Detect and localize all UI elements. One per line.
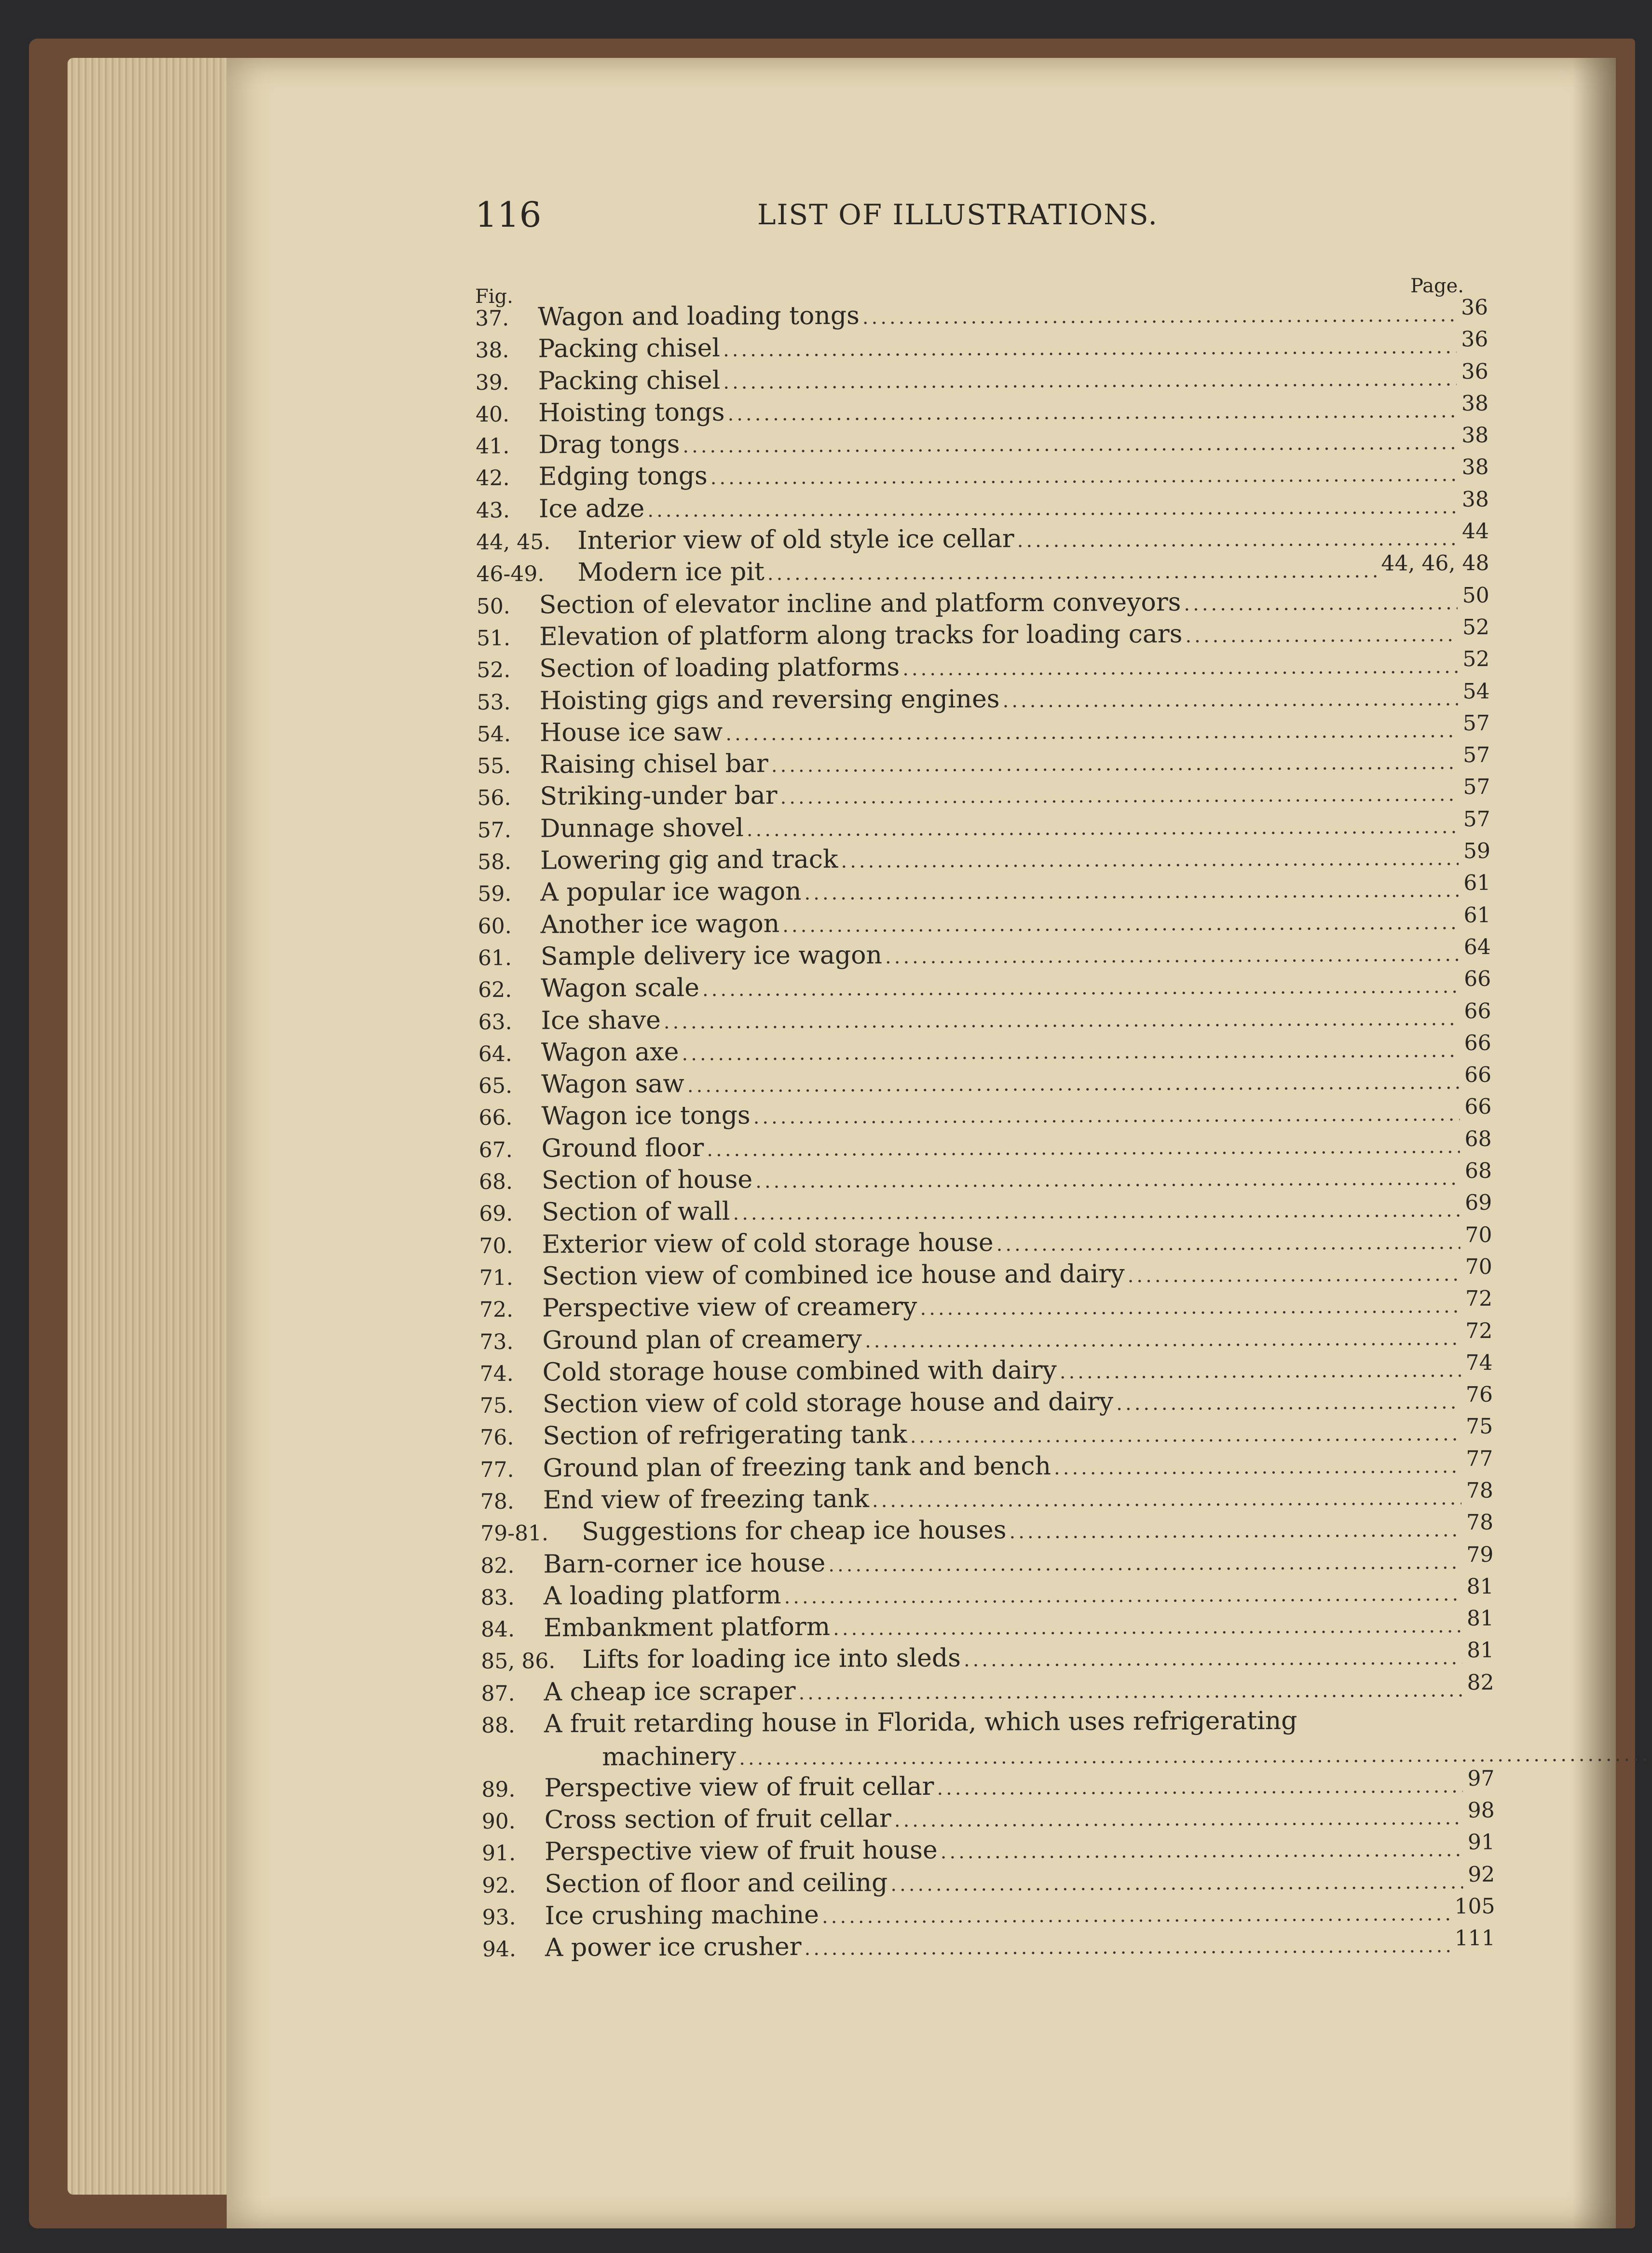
figure-number: 69. bbox=[479, 1201, 513, 1227]
illustration-title: Wagon and loading tongs bbox=[538, 301, 860, 332]
figure-number: 43. bbox=[476, 498, 510, 523]
dot-leader bbox=[910, 1418, 1461, 1452]
dot-leader bbox=[723, 331, 1457, 366]
list-item bbox=[476, 614, 1490, 653]
dot-leader bbox=[725, 715, 1458, 750]
figure-number: 61. bbox=[478, 945, 512, 970]
dot-leader bbox=[767, 555, 1379, 590]
page-header bbox=[475, 188, 1199, 241]
illustration-title: Barn-corner ice house bbox=[543, 1548, 826, 1579]
illustration-title: Perspective view of fruit cellar bbox=[544, 1772, 934, 1803]
list-item bbox=[480, 1448, 1493, 1485]
page-reference: 36 bbox=[1461, 327, 1488, 352]
list-item bbox=[482, 1864, 1495, 1900]
page-reference: 38 bbox=[1461, 423, 1489, 448]
list-item bbox=[479, 1320, 1492, 1356]
page-reference: 77 bbox=[1466, 1446, 1493, 1471]
illustration-title: Ice adze bbox=[538, 494, 645, 524]
list-item bbox=[478, 904, 1490, 941]
fig-column-label: Fig. bbox=[475, 286, 513, 308]
page-number: 116 bbox=[475, 194, 542, 235]
illustration-title: Wagon axe bbox=[541, 1038, 679, 1067]
illustration-title: Lowering gig and track bbox=[540, 845, 838, 875]
dot-leader bbox=[707, 1131, 1460, 1166]
indent-spacer bbox=[544, 1765, 602, 1766]
illustration-title: Perspective view of fruit house bbox=[544, 1836, 938, 1867]
page-reference: 79 bbox=[1466, 1542, 1494, 1567]
illustration-title: Section of floor and ceiling bbox=[545, 1868, 888, 1898]
list-item bbox=[477, 649, 1489, 685]
dot-leader bbox=[996, 1227, 1460, 1260]
dot-leader bbox=[1054, 1450, 1461, 1484]
page-reference: 75 bbox=[1466, 1414, 1493, 1439]
list-item bbox=[476, 425, 1488, 461]
figure-number: 88. bbox=[481, 1713, 515, 1738]
page-reference: 66 bbox=[1464, 1094, 1492, 1120]
list-item bbox=[481, 1608, 1494, 1644]
list-item bbox=[481, 1704, 1495, 1773]
page-reference: 70 bbox=[1465, 1222, 1492, 1247]
figure-number: 51. bbox=[476, 626, 511, 651]
illustration-title: Dunnage shovel bbox=[540, 813, 744, 844]
dot-leader bbox=[687, 1066, 1460, 1102]
dot-leader bbox=[833, 1610, 1462, 1645]
page-reference: 66 bbox=[1464, 967, 1491, 992]
page-reference: 68 bbox=[1464, 1126, 1492, 1151]
dot-leader bbox=[683, 427, 1457, 462]
illustration-title: Interior view of old style ice cellar bbox=[577, 524, 1014, 556]
dot-leader bbox=[964, 1642, 1462, 1677]
illustration-title: A cheap ice scraper bbox=[544, 1676, 796, 1707]
illustration-title: Hoisting tongs bbox=[538, 397, 725, 428]
figure-number: 63. bbox=[478, 1010, 512, 1035]
page-reference: 72 bbox=[1465, 1286, 1493, 1311]
dot-leader bbox=[804, 874, 1459, 909]
figure-number: 56. bbox=[477, 786, 511, 811]
figure-number: 55. bbox=[477, 753, 511, 779]
dot-leader bbox=[755, 1162, 1460, 1197]
list-item bbox=[478, 1158, 1492, 1197]
figure-number: 40. bbox=[475, 402, 510, 427]
page-reference: 57 bbox=[1463, 742, 1490, 768]
illustration-title: Striking-under bar bbox=[540, 781, 778, 811]
illustration-title: Cross section of fruit cellar bbox=[544, 1804, 891, 1835]
dot-leader bbox=[753, 1099, 1460, 1133]
list-item bbox=[478, 1126, 1492, 1165]
page-reference: 91 bbox=[1467, 1830, 1495, 1855]
dot-leader bbox=[941, 1834, 1463, 1868]
figure-number: 64. bbox=[478, 1041, 512, 1066]
illustration-title: Section of house bbox=[541, 1165, 753, 1195]
illustration-title: Ice shave bbox=[541, 1005, 661, 1035]
illustration-title: Suggestions for cheap ice houses bbox=[582, 1516, 1007, 1547]
figure-number: 54. bbox=[477, 722, 511, 747]
figure-number: 65. bbox=[478, 1073, 513, 1099]
list-item bbox=[478, 1030, 1491, 1069]
figure-number: 50. bbox=[476, 594, 510, 619]
list-item bbox=[478, 1000, 1491, 1037]
page-reference: 69 bbox=[1465, 1190, 1492, 1215]
page-reference: 38 bbox=[1461, 455, 1489, 480]
figure-number: 72. bbox=[479, 1297, 514, 1323]
list-item bbox=[482, 1832, 1495, 1868]
page-reference: 78 bbox=[1466, 1478, 1493, 1503]
figure-number: 84. bbox=[480, 1617, 515, 1642]
page-reference: 66 bbox=[1464, 998, 1491, 1024]
illustration-title: Lifts for loading ice into sleds bbox=[582, 1644, 961, 1675]
illustration-title: Another ice wagon bbox=[540, 909, 780, 940]
figure-number: 38. bbox=[475, 338, 509, 363]
list-item bbox=[476, 489, 1489, 525]
list-item bbox=[478, 1096, 1491, 1133]
dot-leader bbox=[894, 1802, 1463, 1836]
illustration-title: Modern ice pit bbox=[577, 557, 765, 587]
illustration-title: Wagon ice tongs bbox=[541, 1101, 751, 1131]
illustration-title: Wagon scale bbox=[541, 973, 700, 1003]
page-reference: 52 bbox=[1462, 647, 1490, 672]
illustration-title: Ground floor bbox=[541, 1133, 704, 1163]
list-item bbox=[479, 1256, 1492, 1293]
figure-number: 68. bbox=[478, 1169, 513, 1194]
list-item bbox=[482, 1800, 1495, 1836]
page-reference: 82 bbox=[1467, 1670, 1494, 1695]
illustration-title: Section view of cold storage house and dairy bbox=[542, 1387, 1114, 1419]
illustration-title: Cold storage house combined with dairy bbox=[542, 1355, 1057, 1387]
dot-leader bbox=[784, 1578, 1461, 1613]
page-reference: 76 bbox=[1465, 1382, 1493, 1407]
list-item bbox=[478, 1062, 1492, 1101]
illustration-title: Ground plan of creamery bbox=[542, 1324, 862, 1355]
dot-leader bbox=[872, 1482, 1461, 1516]
list-item bbox=[475, 329, 1488, 365]
page-reference: 61 bbox=[1463, 871, 1491, 896]
illustration-title: Ice crushing machine bbox=[545, 1900, 819, 1931]
illustration-title: Embankment platform bbox=[543, 1612, 831, 1643]
figure-number: 42. bbox=[476, 466, 510, 491]
list-item bbox=[480, 1384, 1493, 1420]
figure-number: 93. bbox=[482, 1905, 516, 1930]
page-reference: 97 bbox=[1467, 1766, 1495, 1791]
dot-leader bbox=[885, 939, 1459, 973]
list-item bbox=[477, 681, 1489, 717]
page-reference: 72 bbox=[1465, 1318, 1493, 1343]
list-item bbox=[479, 1224, 1492, 1260]
list-item bbox=[476, 553, 1489, 589]
page-gutter bbox=[1572, 58, 1616, 2228]
illustration-title: Raising chisel bar bbox=[540, 749, 768, 779]
list-item bbox=[480, 1352, 1493, 1389]
dot-leader bbox=[710, 459, 1457, 494]
page-reference: 57 bbox=[1463, 775, 1490, 800]
page-reference: 74 bbox=[1465, 1350, 1493, 1375]
figure-number: 90. bbox=[481, 1809, 516, 1834]
entry-first-line bbox=[481, 1704, 1494, 1742]
page-column-label: Page. bbox=[1410, 275, 1464, 297]
figure-number: 85, 86. bbox=[481, 1649, 556, 1674]
illustration-title: Packing chisel bbox=[538, 366, 721, 396]
page-reference: 52 bbox=[1462, 614, 1490, 640]
dot-leader bbox=[747, 811, 1459, 846]
dot-leader bbox=[1116, 1386, 1461, 1420]
illustration-title: Section of loading platforms bbox=[539, 653, 900, 683]
page-reference: 92 bbox=[1468, 1862, 1495, 1887]
running-title: LIST OF ILLUSTRATIONS. bbox=[757, 198, 1158, 231]
figure-number: 91. bbox=[481, 1841, 516, 1866]
illustration-title: Section of elevator incline and platform conveyors bbox=[539, 587, 1181, 620]
page-reference: 59 bbox=[1463, 838, 1491, 864]
illustration-title: Packing chisel bbox=[538, 334, 721, 364]
figure-number: 77. bbox=[480, 1457, 514, 1482]
illustration-title: Exterior view of cold storage house bbox=[542, 1228, 994, 1259]
illustration-title: A power ice crusher bbox=[545, 1932, 802, 1963]
dot-leader bbox=[782, 907, 1459, 942]
figure-number: 82. bbox=[480, 1553, 515, 1578]
page-reference: 44, 46, 48 bbox=[1381, 551, 1489, 576]
list-item bbox=[481, 1576, 1494, 1612]
list-item bbox=[482, 1925, 1495, 1964]
figure-number: 94. bbox=[482, 1937, 517, 1962]
list-item bbox=[476, 361, 1488, 397]
dot-leader bbox=[733, 1194, 1460, 1229]
figure-number: 87. bbox=[481, 1681, 515, 1706]
list-item bbox=[480, 1512, 1493, 1548]
list-item bbox=[476, 521, 1489, 557]
list-item bbox=[480, 1416, 1493, 1452]
page-reference: 36 bbox=[1461, 295, 1488, 320]
dot-leader bbox=[647, 491, 1457, 526]
page-reference: 36 bbox=[1461, 359, 1488, 384]
list-item bbox=[477, 838, 1491, 877]
list-item bbox=[482, 1896, 1495, 1932]
figure-number: 71. bbox=[479, 1265, 513, 1290]
figure-number: 52. bbox=[477, 657, 511, 683]
figure-number: 73. bbox=[479, 1329, 514, 1354]
figure-number: 46-49. bbox=[476, 561, 545, 587]
illustration-title: Drag tongs bbox=[538, 430, 680, 460]
list-item bbox=[477, 777, 1490, 813]
dot-leader bbox=[798, 1674, 1462, 1709]
list-item bbox=[476, 393, 1488, 429]
illustration-title: Hoisting gigs and reversing engines bbox=[539, 684, 1000, 715]
figure-number: 62. bbox=[478, 977, 512, 1003]
figure-number: 57. bbox=[477, 818, 511, 843]
list-item bbox=[481, 1768, 1494, 1804]
page-reference: 64 bbox=[1463, 934, 1491, 960]
illustration-title: Edging tongs bbox=[538, 462, 708, 492]
list-item bbox=[478, 873, 1490, 909]
figure-number: 67. bbox=[478, 1137, 513, 1162]
dot-leader bbox=[890, 1866, 1463, 1900]
figure-number: 83. bbox=[480, 1585, 515, 1610]
figure-number: 66. bbox=[478, 1106, 513, 1131]
dot-leader bbox=[937, 1770, 1462, 1804]
list-item bbox=[479, 1192, 1492, 1229]
figure-number: 70. bbox=[479, 1233, 513, 1258]
page-reference: 66 bbox=[1464, 1030, 1491, 1055]
dot-leader bbox=[822, 1898, 1452, 1933]
list-item bbox=[476, 457, 1488, 493]
dot-leader bbox=[828, 1546, 1461, 1581]
page-reference: 81 bbox=[1466, 1574, 1494, 1599]
page-reference: 61 bbox=[1463, 902, 1491, 928]
figure-number: 39. bbox=[475, 370, 509, 395]
illustration-title: Wagon saw bbox=[541, 1069, 684, 1099]
figure-number: 37. bbox=[475, 306, 509, 331]
page-reference: 54 bbox=[1462, 679, 1490, 704]
page-reference: 78 bbox=[1466, 1510, 1494, 1535]
figure-number: 79-81. bbox=[480, 1521, 549, 1546]
dot-leader bbox=[723, 363, 1457, 398]
illustration-title: Sample delivery ice wagon bbox=[540, 941, 883, 971]
page-reference: 98 bbox=[1467, 1798, 1495, 1823]
page-reference: 50 bbox=[1462, 583, 1489, 608]
illustration-title: Perspective view of creamery bbox=[542, 1292, 917, 1323]
figure-number: 76. bbox=[480, 1425, 514, 1450]
page-reference: 57 bbox=[1462, 710, 1490, 736]
page-reference: 66 bbox=[1464, 1062, 1492, 1088]
list-item bbox=[477, 585, 1489, 621]
dot-leader bbox=[682, 1035, 1460, 1070]
page-reference: 111 bbox=[1454, 1925, 1495, 1951]
figure-number: 44, 45. bbox=[476, 530, 551, 555]
illustration-title: A fruit retarding house in Florida, which uses refrigerating bbox=[544, 1706, 1297, 1739]
illustration-list bbox=[475, 297, 1495, 1965]
list-item bbox=[477, 742, 1490, 781]
list-item bbox=[479, 1288, 1492, 1324]
dot-leader bbox=[1127, 1258, 1460, 1292]
dot-leader bbox=[771, 747, 1459, 781]
list-item bbox=[480, 1544, 1493, 1580]
page-reference: 57 bbox=[1463, 806, 1490, 832]
page-reference: 38 bbox=[1461, 391, 1489, 416]
page-reference: 38 bbox=[1461, 487, 1489, 512]
page-reference: 81 bbox=[1467, 1638, 1494, 1663]
figure-number: 60. bbox=[478, 914, 512, 939]
dot-leader bbox=[780, 779, 1458, 814]
page-reference: 68 bbox=[1464, 1158, 1492, 1184]
illustration-title-continued: machinery bbox=[602, 1742, 737, 1772]
dot-leader bbox=[1184, 587, 1458, 620]
page-reference: 81 bbox=[1466, 1606, 1494, 1631]
figure-number: 53. bbox=[477, 690, 511, 715]
dot-leader bbox=[865, 1323, 1461, 1357]
list-item bbox=[478, 934, 1491, 973]
illustration-title: A loading platform bbox=[543, 1581, 781, 1611]
page-reference: 44 bbox=[1461, 519, 1489, 544]
figure-number: 41. bbox=[476, 434, 510, 459]
illustration-title: Section of refrigerating tank bbox=[543, 1420, 907, 1451]
list-item bbox=[477, 710, 1490, 749]
page-reference: 70 bbox=[1465, 1254, 1492, 1279]
illustration-title: Section of wall bbox=[542, 1197, 730, 1227]
illustration-title: A popular ice wagon bbox=[540, 877, 802, 907]
dot-leader bbox=[862, 299, 1457, 333]
dot-leader bbox=[804, 1930, 1452, 1965]
illustration-title: Elevation of platform along tracks for loading cars bbox=[539, 619, 1183, 652]
list-item bbox=[475, 297, 1488, 333]
dot-leader bbox=[1185, 619, 1458, 652]
figure-number: 92. bbox=[482, 1873, 516, 1898]
dot-leader bbox=[841, 843, 1459, 877]
dot-leader bbox=[664, 1003, 1460, 1038]
illustration-title: Section view of combined ice house and dairy bbox=[542, 1259, 1125, 1291]
illustration-title: House ice saw bbox=[539, 717, 723, 748]
figure-number: 75. bbox=[479, 1393, 514, 1419]
dot-leader bbox=[1002, 683, 1458, 717]
list-item bbox=[481, 1672, 1494, 1708]
dot-leader bbox=[902, 651, 1458, 685]
list-item bbox=[478, 969, 1491, 1005]
figure-number: 74. bbox=[479, 1361, 514, 1386]
dot-leader bbox=[1009, 1514, 1461, 1548]
illustration-title: End view of freezing tank bbox=[543, 1484, 870, 1515]
figure-number: 78. bbox=[480, 1489, 514, 1514]
dot-leader bbox=[1060, 1354, 1461, 1388]
dot-leader bbox=[920, 1290, 1461, 1324]
list-item bbox=[477, 806, 1490, 845]
dot-leader bbox=[702, 970, 1460, 1006]
dot-leader bbox=[727, 395, 1457, 430]
figure-number: 58. bbox=[477, 849, 512, 875]
figure-number: 59. bbox=[478, 882, 512, 907]
illustration-title: Ground plan of freezing tank and bench bbox=[543, 1451, 1051, 1483]
list-item bbox=[481, 1640, 1494, 1676]
figure-number: 89. bbox=[481, 1777, 516, 1802]
page-reference: 105 bbox=[1454, 1894, 1495, 1919]
list-item bbox=[480, 1480, 1493, 1516]
